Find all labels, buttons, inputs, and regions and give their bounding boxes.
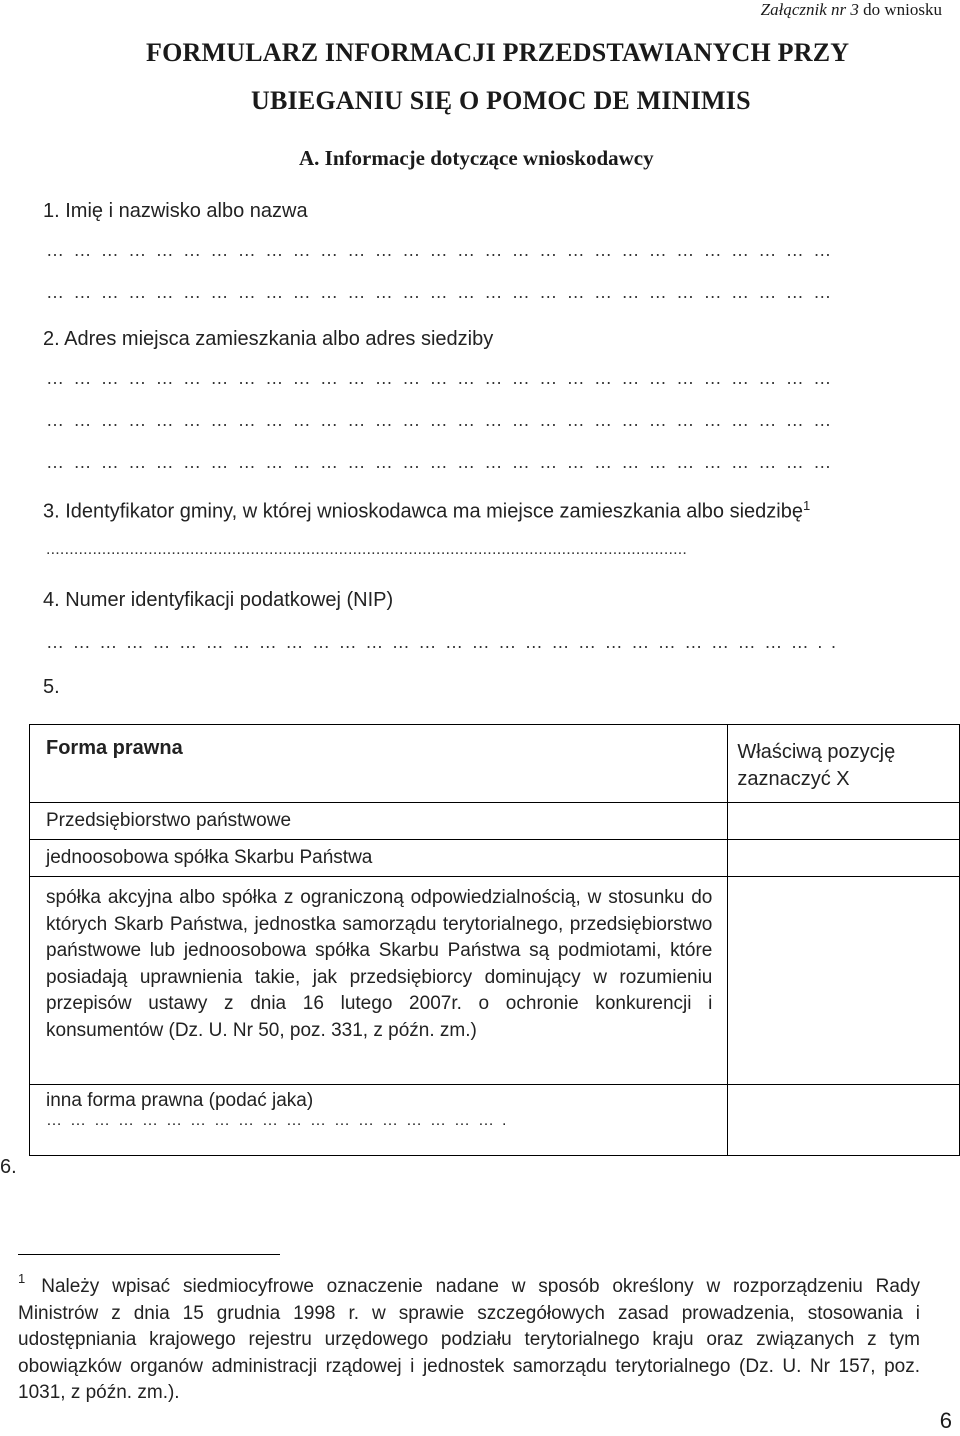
option-single-member-company: jednoosobowa spółka Skarbu Państwa [46, 847, 373, 868]
table-row [30, 840, 728, 877]
footnote-text: Należy wpisać siedmiocyfrowe oznaczenie nadane w sposób określony w rozporządzeniu Rady Ministrów z dnia 15 grudnia 1998 r. w sprawie szczegółowych zasad prowadzenia, stosowania i udostępniania krajowego rejestru urzędowego podziału terytorialnego kraju oraz związanych z tym obowiązków organów administracji rządowej i jednostek samorządu terytorialnego (Dz. U. Nr 157, poz. 1031, z późn. zm.). [18, 1276, 920, 1403]
item-1-fill-line-2[interactable]: …………………………………………………………………………… [46, 282, 841, 302]
footnote-mark: 1 [18, 1271, 26, 1286]
item-1-fill-line-1[interactable]: …………………………………………………………………………… [46, 240, 841, 260]
section-a-heading: A. Informacje dotyczące wnioskodawcy [299, 146, 654, 170]
attachment-label-rest: do wniosku [858, 0, 942, 19]
footnote-ref: 1 [802, 498, 811, 513]
checkbox-other-form[interactable] [728, 1085, 960, 1156]
option-other-form: inna forma prawna (podać jaka) [46, 1090, 314, 1111]
item-3-fill-line[interactable]: .......................................................................................................................................... [46, 541, 688, 558]
item-4-fill-line[interactable]: …………………………………………………………………………….. [46, 632, 845, 652]
attachment-label [761, 0, 942, 20]
option-joint-stock-company: spółka akcyjna albo spółka z ograniczoną odpowiedzialnością, w stosunku do których Skarb Państwa, jednostka samorządu terytorialnego, przedsiębiorstwo państwowe lub jednoosobowa spółka Skarbu Państwa są podmiotami, które posiadają uprawnienia takie, jak przedsiębiorcy dominujący w rozumieniu przepisów ustawy z dnia 16 lutego 2007r. o ochronie konkurencji i konsumentów (Dz. U. Nr 50, poz. 331, z późn. zm.) [46, 887, 713, 1041]
item-2-fill-line-2[interactable]: …………………………………………………………………………… [46, 410, 841, 430]
form-title-line2: UBIEGANIU SIĘ O POMOC DE MINIMIS [251, 86, 751, 115]
table-header-right [728, 725, 960, 803]
table-header-left [30, 725, 728, 803]
item-6-label: 6. [0, 1156, 17, 1178]
form-title-line1: FORMULARZ INFORMACJI PRZEDSTAWIANYCH PRZY [146, 38, 850, 67]
page-number: 6 [939, 1408, 952, 1433]
checkbox-state-enterprise[interactable] [728, 803, 960, 840]
table-row [30, 803, 728, 840]
mark-instruction: Właściwą pozycję zaznaczyć X [737, 741, 896, 790]
item-3-text: 3. Identyfikator gminy, w której wnioskodawca ma miejsce zamieszkania albo siedzibę [43, 500, 803, 523]
attachment-label-italic: Załącznik nr 3 [760, 0, 859, 19]
item-3-label [43, 498, 810, 524]
legal-form-table [29, 724, 960, 1156]
legal-form-heading: Forma prawna [46, 737, 183, 759]
item-2-fill-line-3[interactable]: …………………………………………………………………………… [46, 452, 841, 472]
table-row [30, 877, 728, 1085]
item-5-label: 5. [43, 676, 60, 698]
item-2-label: 2. Adres miejsca zamieszkania albo adres siedziby [43, 328, 494, 350]
item-1-label: 1. Imię i nazwisko albo nazwa [43, 200, 308, 222]
option-state-enterprise: Przedsiębiorstwo państwowe [46, 810, 292, 831]
other-form-fill-line[interactable]: …………………………………………………. [46, 1112, 515, 1129]
checkbox-single-member-company[interactable] [728, 840, 960, 877]
item-4-label: 4. Numer identyfikacji podatkowej (NIP) [43, 589, 394, 611]
item-2-fill-line-1[interactable]: …………………………………………………………………………… [46, 368, 841, 388]
footnote-separator [18, 1254, 280, 1255]
table-row [30, 1085, 728, 1156]
checkbox-joint-stock-company[interactable] [728, 877, 960, 1085]
footnote [18, 1266, 920, 1407]
